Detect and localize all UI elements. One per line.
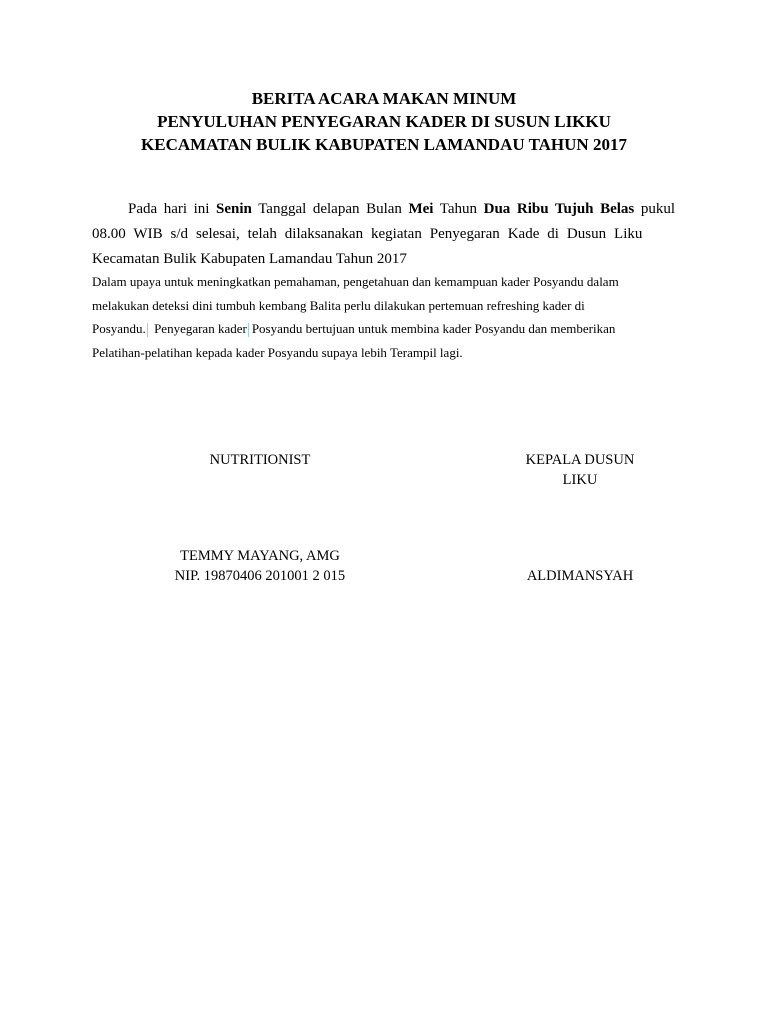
opening-text: pukul — [634, 201, 675, 217]
signatory-left-role: NUTRITIONIST — [209, 452, 311, 468]
signatory-right-role-line-2: LIKU — [562, 472, 598, 488]
document-title-line-1: BERITA ACARA MAKAN MINUM — [251, 89, 517, 108]
document-title-line-3: KECAMATAN BULIK KABUPATEN LAMANDAU TAHUN 2017 — [141, 135, 627, 154]
opening-year: Dua Ribu Tujuh Belas — [483, 201, 635, 217]
body-line-3 — [92, 320, 615, 338]
opening-line-3: Kecamatan Bulik Kabupaten Lamandau Tahun 2017 — [92, 251, 407, 267]
opening-line-1 — [128, 199, 675, 219]
text-cursor-mark — [248, 323, 251, 337]
body-text: Posyandu. — [92, 321, 146, 336]
opening-text: Pada hari ini — [128, 201, 217, 217]
body-text: Posyandu bertujuan untuk membina kader Posyandu dan memberikan — [251, 321, 616, 336]
signatory-left-nip: NIP. 19870406 201001 2 015 — [174, 568, 346, 584]
opening-day: Senin — [216, 201, 252, 217]
signatory-right-role-line-1: KEPALA DUSUN — [525, 452, 635, 468]
body-line-2: melakukan deteksi dini tumbuh kembang Balita perlu dilakukan pertemuan refreshing kader di — [92, 298, 585, 313]
opening-text: Tahun — [433, 201, 484, 217]
document-title-line-2: PENYULUHAN PENYEGARAN KADER DI SUSUN LIKKU — [157, 112, 611, 131]
body-line-4: Pelatihan-pelatihan kepada kader Posyandu supaya lebih Terampil lagi. — [92, 345, 463, 360]
signatory-left-name: TEMMY MAYANG, AMG — [180, 548, 340, 564]
body-text: Penyegaran kader — [150, 321, 247, 336]
signatory-right-name: ALDIMANSYAH — [526, 568, 634, 584]
text-cursor-mark — [147, 323, 150, 337]
opening-month: Mei — [408, 201, 434, 217]
body-line-1: Dalam upaya untuk meningkatkan pemahaman, pengetahuan dan kemampuan kader Posyandu dalam — [92, 274, 619, 289]
opening-line-2: 08.00 WIB s/d selesai, telah dilaksanakan kegiatan Penyegaran Kade di Dusun Liku — [92, 226, 643, 242]
opening-text: Tanggal delapan Bulan — [251, 201, 409, 217]
